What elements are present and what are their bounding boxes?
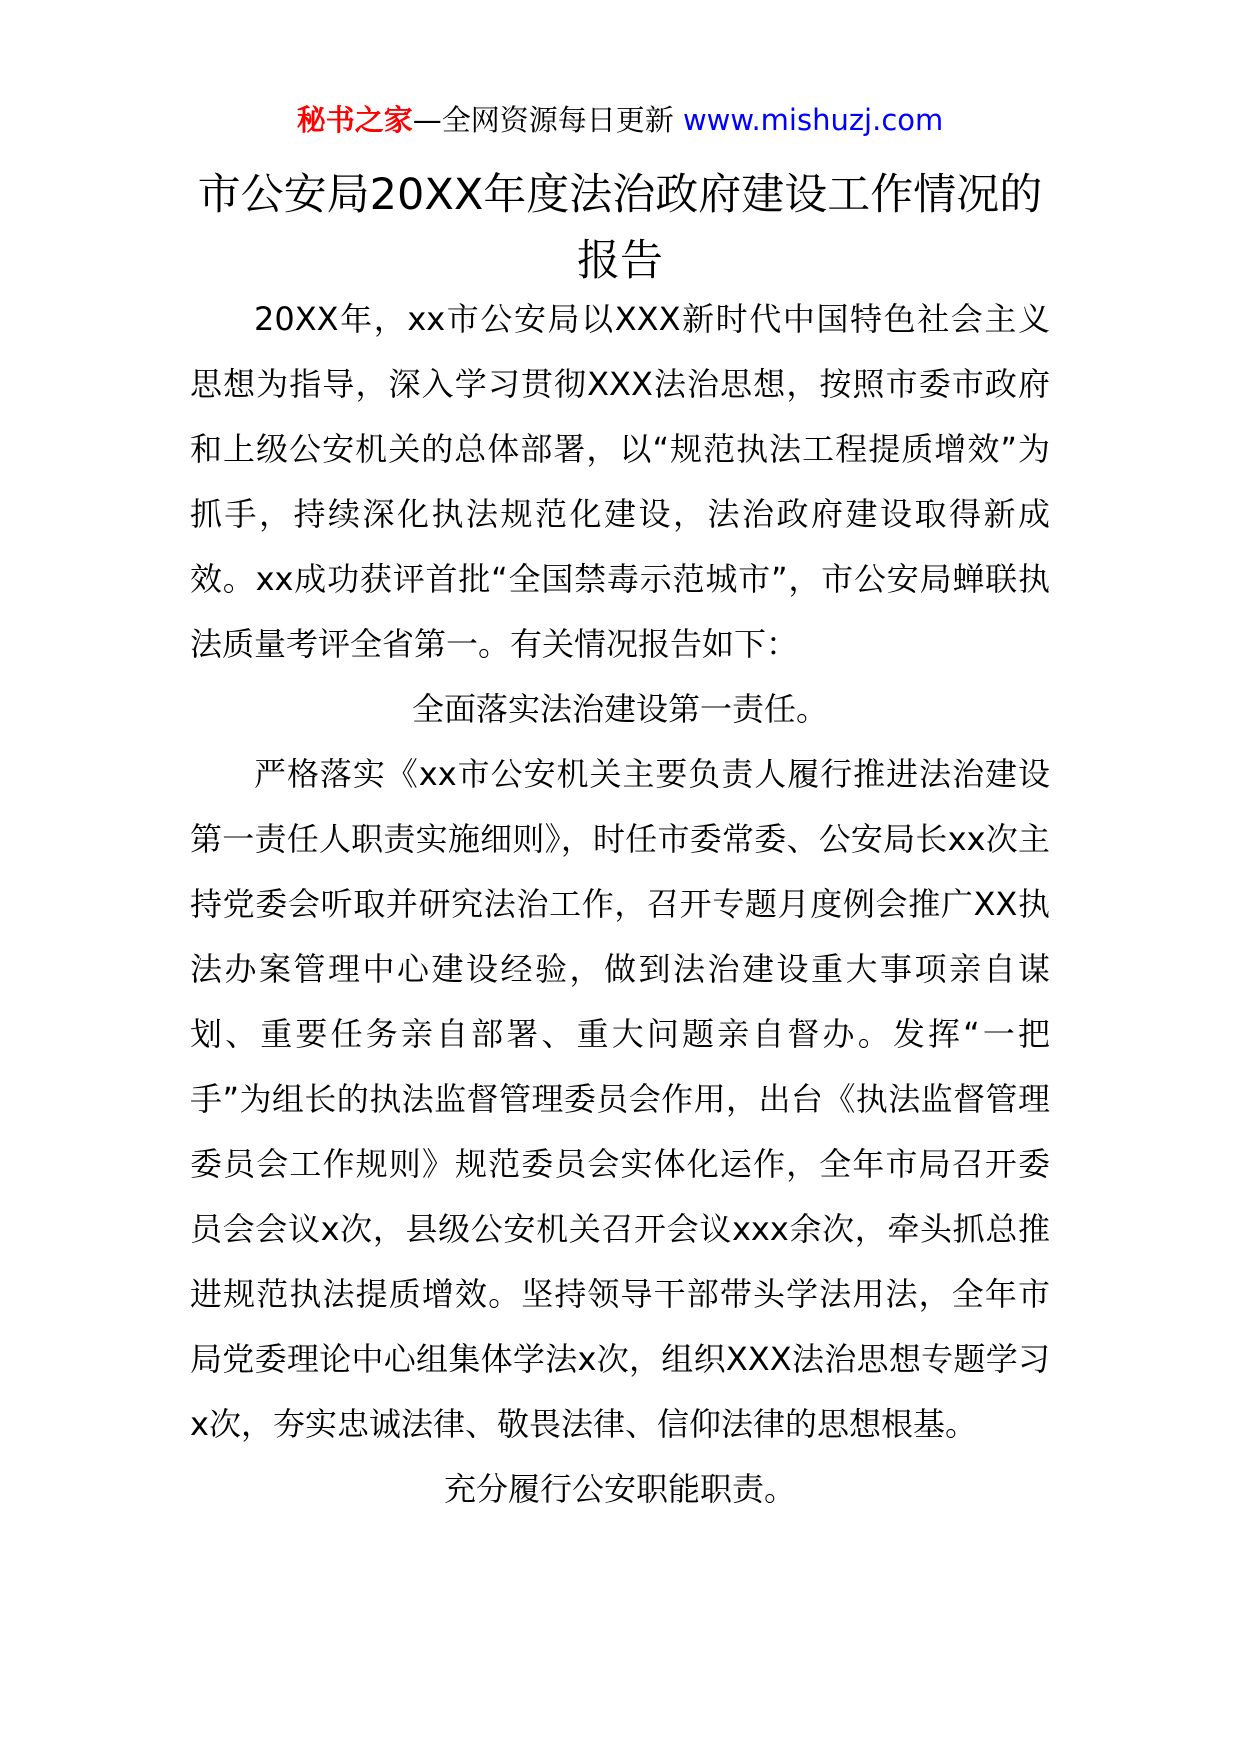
site-header	[0, 100, 1240, 140]
site-brand: 秘书之家	[296, 103, 413, 137]
site-tagline: —全网资源每日更新	[412, 103, 683, 137]
document-body	[190, 287, 1050, 1522]
intro-paragraph: 20XX年，xx市公安局以XXX新时代中国特色社会主义思想为指导，深入学习贯彻XXX法治思想，按照市委市政府和上级公安机关的总体部署，以“规范执法工程提质增效”为抓手，持续深化执法规范化建设，法治政府建设取得新成效。xx成功获评首批“全国禁毒示范城市”，市公安局蝉联执法质量考评全省第一。有关情况报告如下：	[190, 300, 1050, 663]
section-heading-2: 充分履行公安职能职责。	[443, 1470, 796, 1508]
document-title: 市公安局20XX年度法治政府建设工作情况的报告	[197, 170, 1043, 286]
section-heading-1: 全面落实法治建设第一责任。	[411, 690, 828, 728]
section-paragraph-1: 严格落实《xx市公安机关主要负责人履行推进法治建设第一责任人职责实施细则》，时任市委常委、公安局长xx次主持党委会听取并研究法治工作，召开专题月度例会推广XX执法办案管理中心建设经验，做到法治建设重大事项亲自谋划、重要任务亲自部署、重大问题亲自督办。发挥“一把手”为组长的执法监督管理委员会作用，出台《执法监督管理委员会工作规则》规范委员会实体化运作，全年市局召开委员会会议x次，县级公安机关召开会议xxx余次，牵头抓总推进规范执法提质增效。坚持领导干部带头学法用法，全年市局党委理论中心组集体学法x次，组织XXX法治思想专题学习x次，夯实忠诚法律、敬畏法律、信仰法律的思想根基。	[190, 755, 1050, 1443]
site-url-link[interactable]: www.mishuzj.com	[682, 103, 944, 137]
